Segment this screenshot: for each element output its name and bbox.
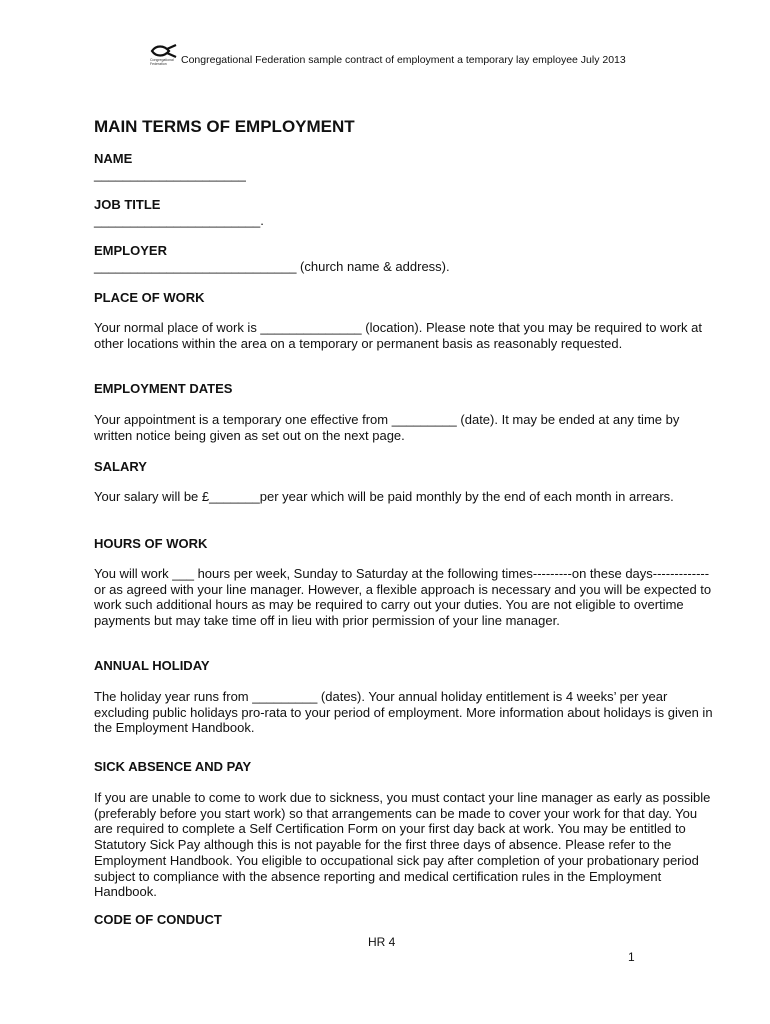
- employer-blank: ____________________________ (church name & address).: [94, 259, 450, 274]
- document-header: [150, 44, 710, 74]
- heading-place-of-work: PLACE OF WORK: [94, 290, 205, 305]
- footer-reference: HR 4: [368, 935, 396, 949]
- heading-employment-dates: EMPLOYMENT DATES: [94, 381, 233, 396]
- heading-salary: SALARY: [94, 459, 147, 474]
- place-of-work-text: Your normal place of work is ______________ (location). Please note that you may be required to work at other locations within the area on a temporary or permanent basis as reasonably requested.: [94, 320, 702, 351]
- page-title: MAIN TERMS OF EMPLOYMENT: [94, 117, 355, 136]
- heading-hours-of-work: HOURS OF WORK: [94, 536, 208, 551]
- fish-logo-icon: [150, 44, 178, 58]
- page-number: 1: [628, 950, 635, 964]
- hours-of-work-text: You will work ___ hours per week, Sunday to Saturday at the following times---------on these days-------------or as agreed with your line manager. However, a flexible approach is necessary and you will be expected to work such additional hours as may be required to carry out your duties. You are not eligible to overtime payments but may take time off in lieu with prior permission of your line manager.: [94, 566, 712, 629]
- heading-annual-holiday: ANNUAL HOLIDAY: [94, 658, 210, 673]
- sick-absence-text: If you are unable to come to work due to sickness, you must contact your line manager as early as possible (preferably before you start work) so that arrangements can be made to cover your work for that day. You are required to complete a Self Certification Form on your first day back at work. You may be entitled to Statutory Sick Pay although this is not payable for the first three days of absence. Please refer to the Employment Handbook. You eligible to occupational sick pay after completion of your probationary period subject to compliance with the absence reporting and medical certification rules in the Employment Handbook.: [94, 790, 711, 900]
- heading-code-of-conduct: CODE OF CONDUCT: [94, 912, 222, 927]
- heading-job-title: JOB TITLE: [94, 197, 161, 212]
- annual-holiday-text: The holiday year runs from _________ (dates). Your annual holiday entitlement is 4 weeks’ per year excluding public holidays pro-rata to your period of employment. More information about holidays is given in the Employment Handbook.: [94, 689, 713, 736]
- employment-dates-text: Your appointment is a temporary one effective from _________ (date). It may be ended at any time by written notice being given as set out on the next page.: [94, 412, 680, 443]
- job-title-blank: _______________________.: [94, 213, 264, 228]
- logo-text: Congregational Federation: [150, 58, 174, 66]
- header-text: Congregational Federation sample contract of employment a temporary lay employee July 2013: [181, 54, 626, 66]
- name-blank: _____________________: [94, 167, 246, 182]
- heading-employer: EMPLOYER: [94, 243, 167, 258]
- salary-text: Your salary will be £_______per year which will be paid monthly by the end of each month in arrears.: [94, 489, 674, 504]
- heading-name: NAME: [94, 151, 133, 166]
- heading-sick-absence: SICK ABSENCE AND PAY: [94, 759, 252, 774]
- federation-logo: [150, 44, 178, 70]
